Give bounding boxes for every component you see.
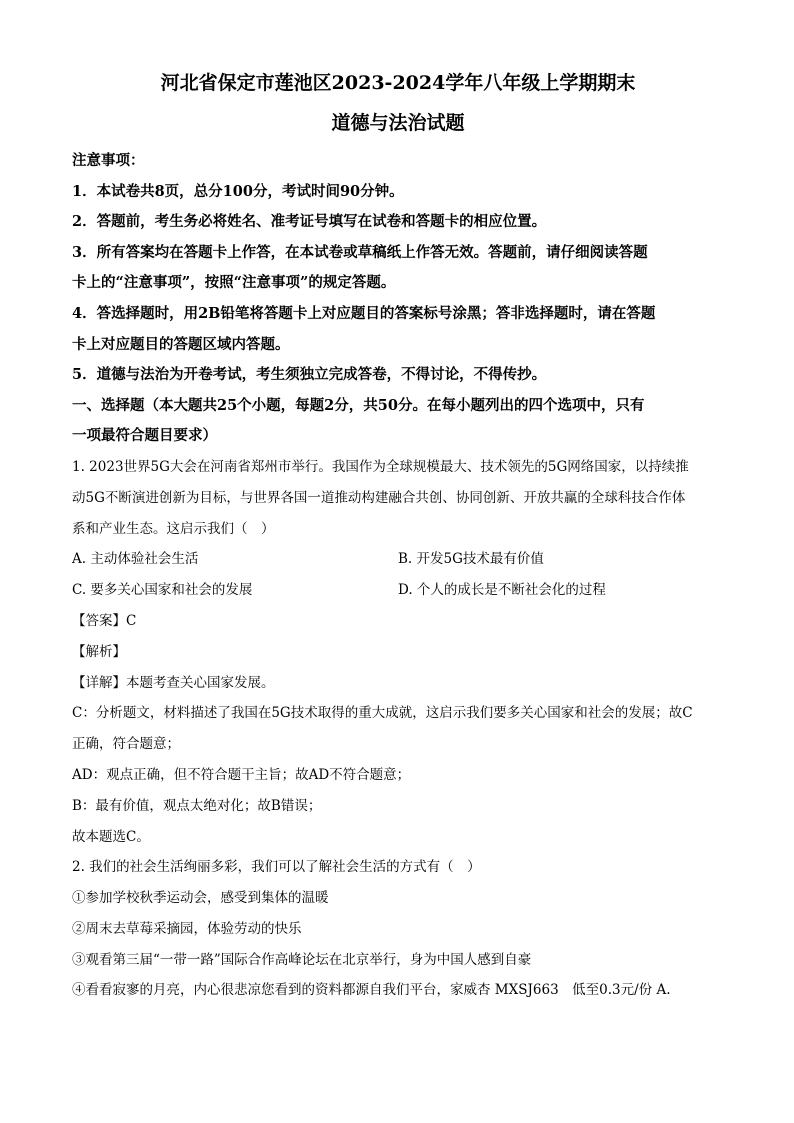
detail-line: B：最有价值，观点太绝对化；故B错误；: [72, 797, 322, 814]
statement-item: ①参加学校秋季运动会，感受到集体的温暖: [72, 890, 329, 907]
statement-item: ③观看第三届“一带一路”国际合作高峰论坛在北京举行，身为中国人感到自豪: [72, 951, 532, 968]
analysis-label: 【解析】: [72, 643, 126, 660]
option-c: C. 要多关心国家和社会的发展: [72, 582, 253, 599]
notice-item: 卡上的“注意事项”，按照“注意事项”的规定答题。: [72, 274, 396, 292]
detail-line: 正确，符合题意；: [72, 736, 180, 753]
notice-item: 卡上对应题目的答题区域内答题。: [72, 335, 290, 353]
statement-item: ④看看寂寥的月亮，内心很悲凉您看到的资料都源自我们平台，家威杏 MXSJ663 低至0.3元/份 A.: [72, 982, 671, 999]
notice-item: 5．道德与法治为开卷考试，考生须独立完成答卷，不得讨论，不得传抄。: [72, 366, 547, 384]
section-heading-line: 一、选择题（本大题共25个小题，每题2分，共50分。在每小题列出的四个选项中，只有: [72, 396, 645, 414]
section-heading: [72, 391, 724, 452]
detail-line: 【详解】本题考查关心国家发展。: [72, 674, 275, 691]
exam-subtitle: 道德与法治试题: [331, 112, 465, 134]
answer-label: 【答案】: [72, 612, 126, 629]
question-stem-line: 动5G不断演进创新为目标，与世界各国一道推动构建融合共创、协同创新、开放共赢的全球科技合作体: [72, 489, 686, 506]
question-stem-line: 系和产业生态。这启示我们（ ）: [72, 520, 275, 537]
question-stem-line: 2. 我们的社会生活绚丽多彩，我们可以了解社会生活的方式有（ ）: [72, 859, 481, 876]
question-2: [72, 852, 724, 1006]
notice-item: 4．答选择题时，用2B铅笔将答题卡上对应题目的答案标号涂黑；答非选择题时，请在答题: [72, 304, 656, 322]
exam-title: 河北省保定市莲池区2023-2024学年八年级上学期期末: [160, 72, 636, 94]
answer-line: [72, 606, 724, 637]
section-heading-line: 一项最符合题目要求）: [72, 427, 217, 445]
option-grid: [72, 544, 724, 606]
option-d: D. 个人的成长是不断社会化的过程: [398, 582, 606, 599]
question-stem-line: 1. 2023世界5G大会在河南省郑州市举行。我国作为全球规模最大、技术领先的5G网络国家，以持续推: [72, 458, 689, 475]
question-1: [72, 452, 724, 852]
notice-heading: 注意事项：: [72, 152, 145, 169]
option-a: A. 主动体验社会生活: [72, 551, 199, 568]
detail-line: C：分析题文，材料描述了我国在5G技术取得的重大成就，这启示我们要多关心国家和社会的发展；故C: [72, 705, 693, 722]
option-b: B. 开发5G技术最有价值: [398, 551, 544, 568]
notice-section: [72, 146, 724, 391]
detail-line: AD：观点正确，但不符合题干主旨；故AD不符合题意；: [72, 766, 411, 783]
notice-item: 1．本试卷共8页，总分100分，考试时间90分钟。: [72, 182, 404, 200]
notice-item: 3．所有答案均在答题卡上作答，在本试卷或草稿纸上作答无效。答题前，请仔细阅读答题: [72, 243, 648, 261]
detail-line: 故本题选C。: [72, 828, 150, 845]
notice-item: 2．答题前，考生务必将姓名、准考证号填写在试卷和答题卡的相应位置。: [72, 213, 547, 231]
statement-item: ②周末去草莓采摘园，体验劳动的快乐: [72, 920, 302, 937]
exam-page: [72, 62, 724, 1006]
answer-value: C: [126, 612, 137, 629]
